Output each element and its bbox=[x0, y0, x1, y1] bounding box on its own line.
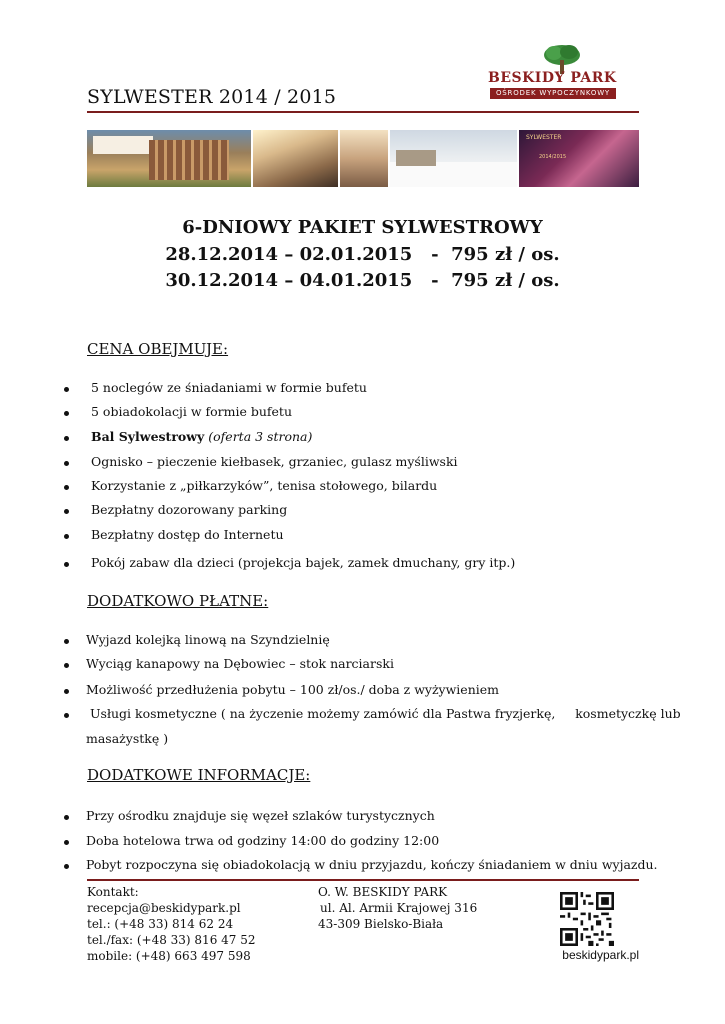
beskidy-park-logo bbox=[486, 44, 618, 102]
bullet-icon bbox=[64, 562, 69, 567]
page-title: SYLWESTER 2014 / 2015 bbox=[87, 86, 337, 108]
info-heading: DODATKOWE INFORMACJE: bbox=[87, 766, 311, 784]
website-link[interactable]: beskidypark.pl bbox=[562, 948, 639, 962]
phone-text: tel.: (+48 33) 814 62 24 bbox=[87, 917, 234, 931]
winter-slope-photo bbox=[390, 130, 517, 187]
logo-card bbox=[93, 136, 153, 154]
bullet-icon bbox=[64, 864, 69, 869]
bullet-icon bbox=[64, 485, 69, 490]
bullet-icon bbox=[64, 436, 69, 441]
extra-paid-heading: DODATKOWO PŁATNE: bbox=[87, 592, 269, 610]
bullet-icon bbox=[64, 713, 69, 718]
logo-subtitle: OŚRODEK WYPOCZYNKOWY bbox=[490, 88, 616, 99]
bullet-icon bbox=[64, 639, 69, 644]
bullet-icon bbox=[64, 815, 69, 820]
city-address: 43-309 Bielsko-Biała bbox=[318, 917, 444, 931]
street-address: ul. Al. Armii Krajowej 316 bbox=[320, 901, 478, 915]
bullet-icon bbox=[64, 840, 69, 845]
contact-label: Kontakt: bbox=[87, 885, 139, 899]
package-title: 6-DNIOWY PAKIET SYLWESTROWY bbox=[182, 217, 543, 238]
ball-label: Bal Sylwestrowy bbox=[91, 429, 205, 444]
bullet-icon bbox=[64, 534, 69, 539]
package-dates-1: 28.12.2014 – 02.01.2015 - 795 zł / os. bbox=[165, 244, 560, 265]
header-divider bbox=[87, 111, 639, 113]
winter-building bbox=[396, 150, 436, 166]
bullet-icon bbox=[64, 689, 69, 694]
offer-note: (oferta 3 strona) bbox=[208, 429, 313, 444]
room-detail-photo bbox=[340, 130, 388, 187]
bullet-icon bbox=[64, 509, 69, 514]
room-photo bbox=[253, 130, 338, 187]
photo-banner bbox=[87, 130, 639, 187]
promo-title: SYLWESTER bbox=[526, 134, 562, 141]
email-link[interactable]: recepcja@beskidypark.pl bbox=[87, 901, 241, 915]
includes-heading: CENA OBEJMUJE: bbox=[87, 340, 229, 358]
org-name: O. W. BESKIDY PARK bbox=[318, 885, 448, 899]
hotel-exterior-photo bbox=[87, 130, 251, 187]
package-dates-2: 30.12.2014 – 04.01.2015 - 795 zł / os. bbox=[165, 270, 560, 291]
hotel-building bbox=[149, 140, 229, 180]
qr-code-icon bbox=[560, 892, 614, 946]
bullet-icon bbox=[64, 663, 69, 668]
new-year-party-photo bbox=[519, 130, 639, 187]
bullet-icon bbox=[64, 411, 69, 416]
logo-brand-text: BESKIDY PARK bbox=[488, 70, 617, 86]
promo-year: 2014/2015 bbox=[539, 154, 567, 160]
bullet-icon bbox=[64, 461, 69, 466]
mobile-text: mobile: (+48) 663 497 598 bbox=[87, 949, 251, 963]
bullet-icon bbox=[64, 387, 69, 392]
footer-divider bbox=[87, 879, 639, 881]
telfax-text: tel./fax: (+48 33) 816 47 52 bbox=[87, 933, 256, 947]
